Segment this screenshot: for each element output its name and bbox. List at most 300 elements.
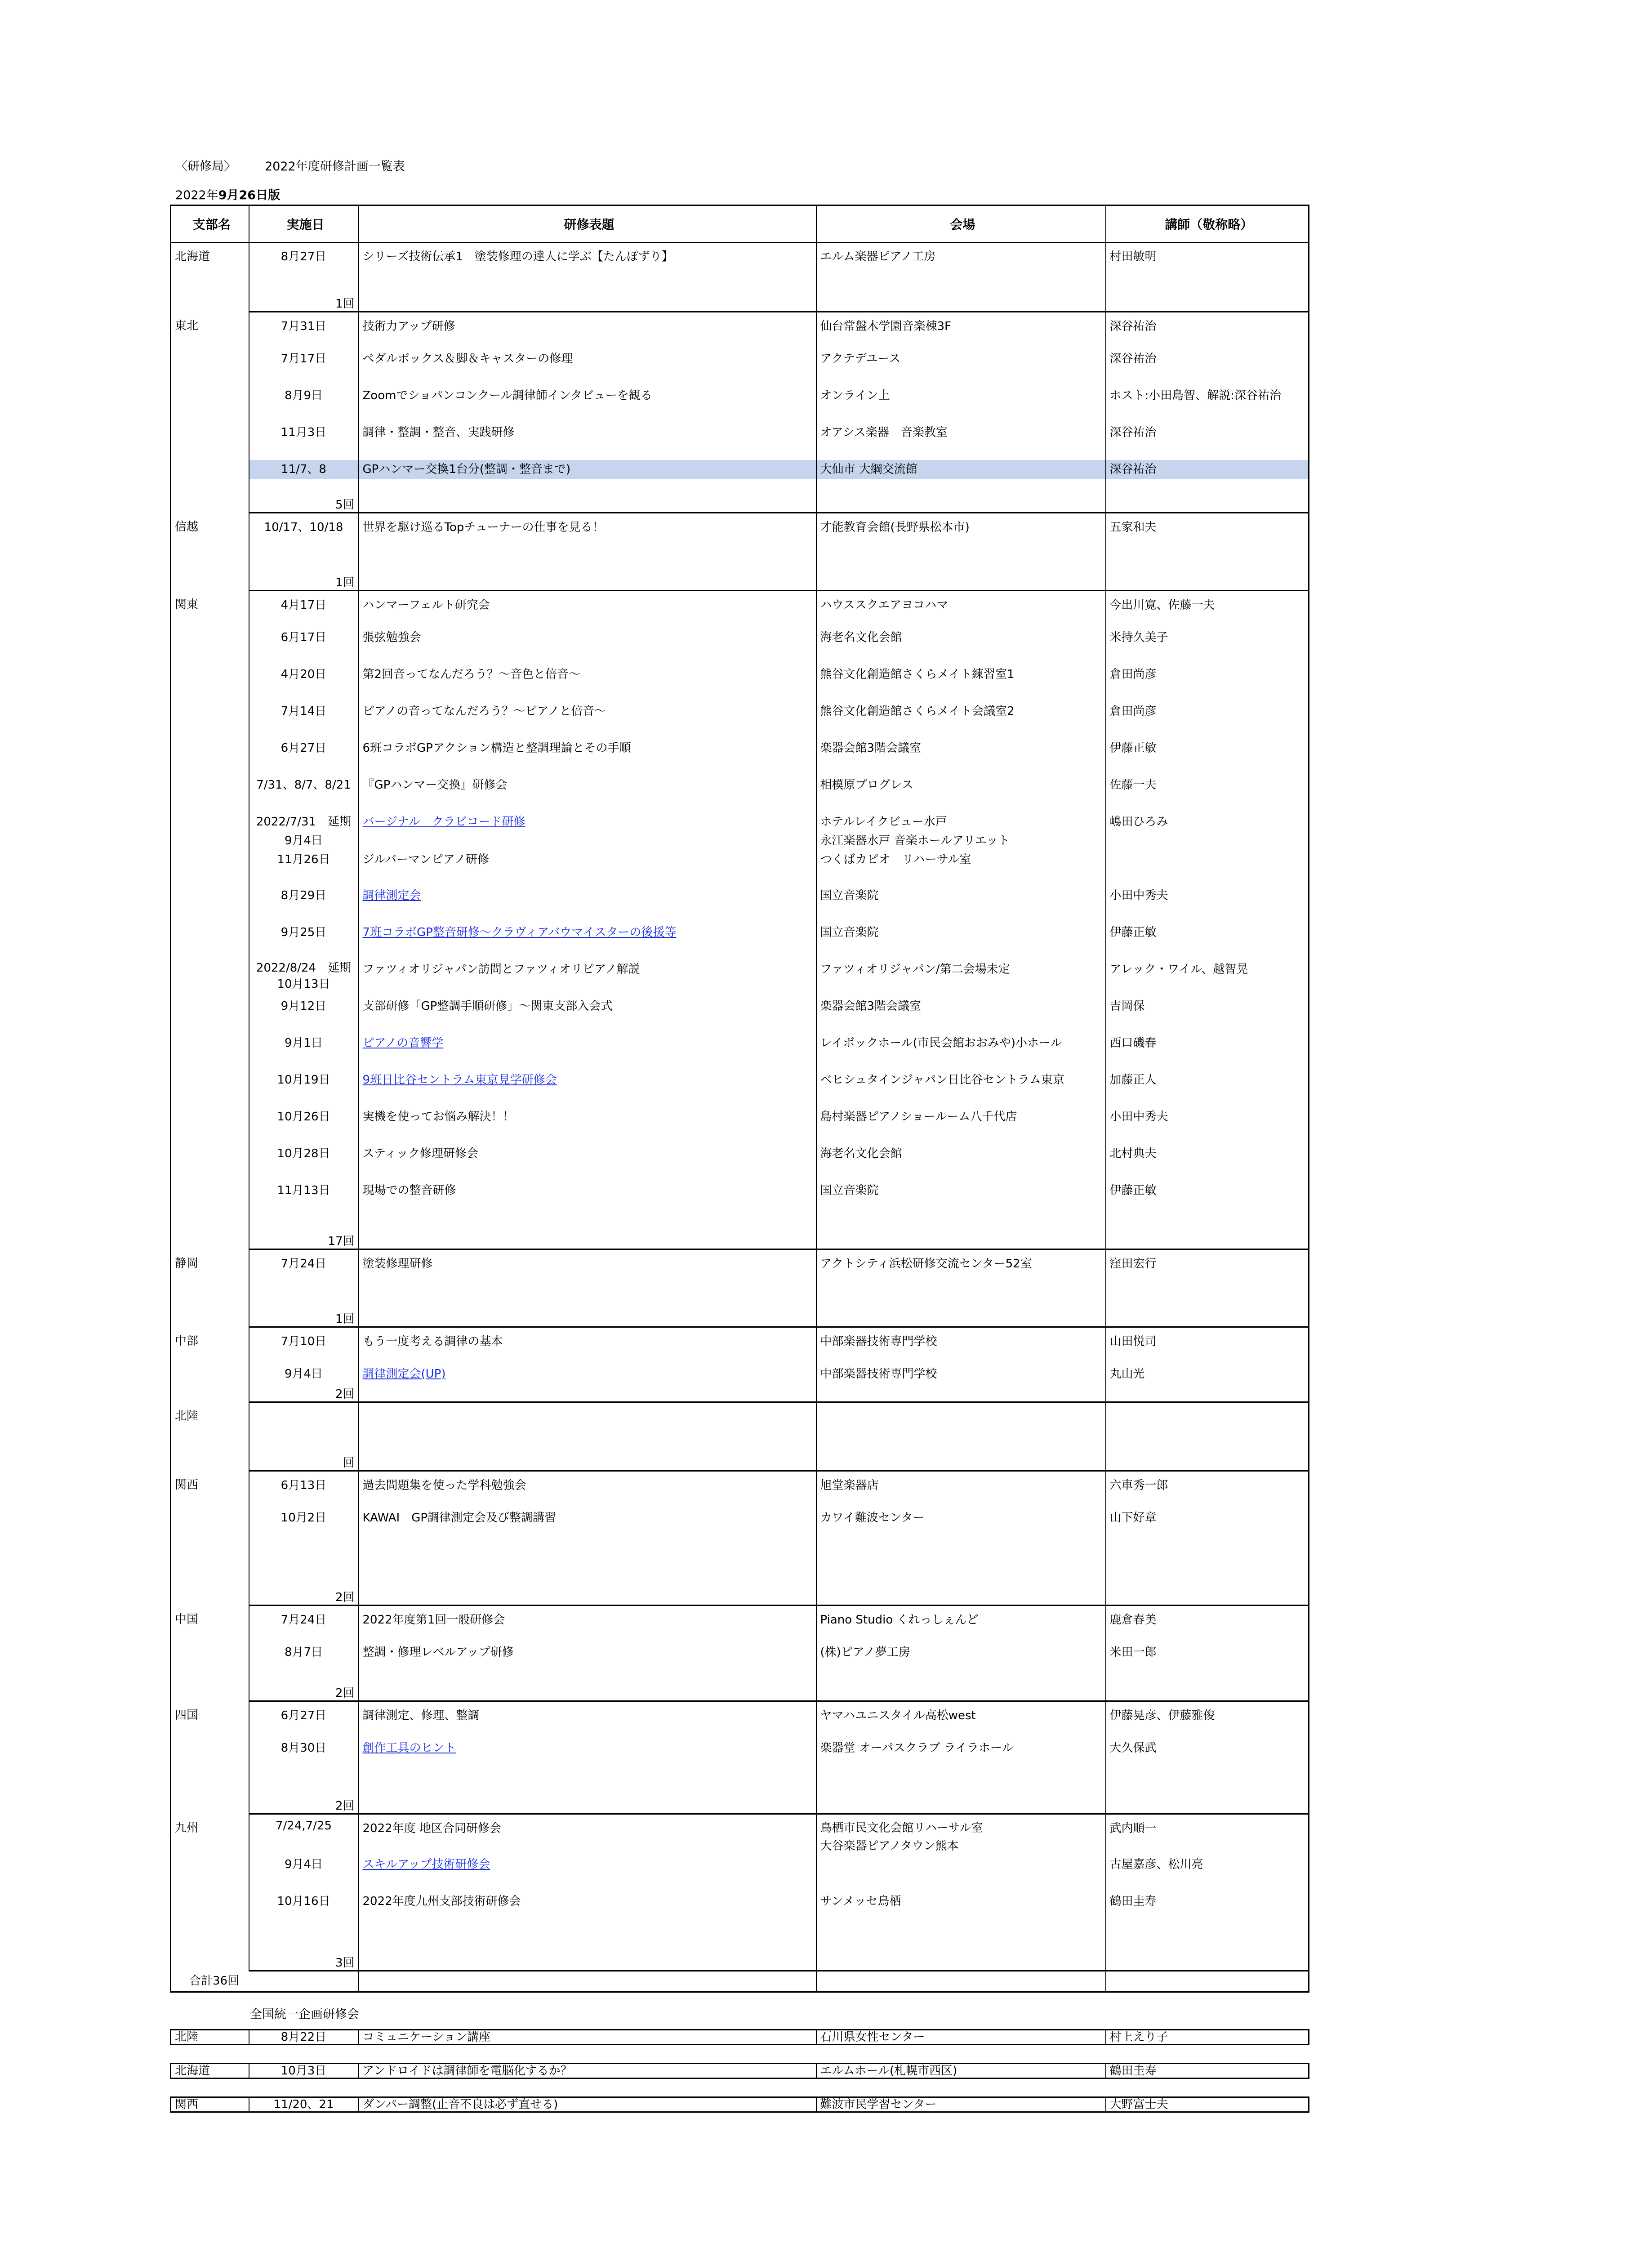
lecturer-cell: 大野富士夫	[1106, 2097, 1309, 2112]
topic-cell: 現場での整音研修	[359, 1181, 816, 1218]
topic-cell	[359, 1739, 816, 1775]
topic-cell: 調律・整調・整音、実践研修	[359, 423, 816, 460]
empty-cell	[816, 1929, 1106, 1971]
lecturer-cell: 六車秀一郎	[1106, 1471, 1309, 1509]
empty-cell	[816, 479, 1106, 513]
table-row	[171, 812, 1309, 886]
topic-cell	[359, 1034, 816, 1070]
col-topic: 研修表題	[359, 205, 816, 243]
table-row	[171, 349, 1309, 386]
table-row	[171, 1580, 1309, 1606]
venue-cell: ヤマハユニスタイル高松west	[816, 1701, 1106, 1739]
date-cell: 11/7、8	[249, 460, 359, 479]
branch-cell: 関西	[171, 1471, 249, 1606]
venue-text: つくばカピオ リハーサル室	[820, 853, 971, 866]
topic-cell: ペダルボックス＆脚＆キャスターの修理	[359, 349, 816, 386]
date-cell: 11月13日	[249, 1181, 359, 1218]
lecturer-cell: 武内順一	[1106, 1814, 1309, 1855]
count-cell: 2回	[249, 1580, 359, 1606]
edition-year: 2022年	[175, 188, 218, 202]
venue-cell: 才能教育会館(長野県松本市)	[816, 513, 1106, 555]
topic-cell: スティック修理研修会	[359, 1144, 816, 1181]
date-cell: 6月17日	[249, 628, 359, 665]
venue-cell	[816, 1402, 1106, 1453]
empty-cell	[816, 284, 1106, 312]
empty-cell	[816, 1580, 1106, 1606]
count-cell: 3回	[249, 1929, 359, 1971]
topic-cell	[359, 1402, 816, 1453]
date-cell	[249, 1402, 359, 1453]
date-cell: 7/31、8/7、8/21	[249, 776, 359, 812]
topic-cell: ピアノの音ってなんだろう？～ピアノと倍音～	[359, 702, 816, 739]
topic-link[interactable]: 調律測定会(UP)	[362, 1367, 446, 1381]
lecturer-cell: 北村典夫	[1106, 1144, 1309, 1181]
date-cell: 9月25日	[249, 923, 359, 960]
venue-cell: 楽器会館3階会議室	[816, 739, 1106, 776]
topic-cell: 『GPハンマー交換』研修会	[359, 776, 816, 812]
venue-cell: 熊谷文化創造館さくらメイト会議室2	[816, 702, 1106, 739]
topic-cell: 6班コラボGPアクション構造と整調理論とその手順	[359, 739, 816, 776]
table-row	[171, 591, 1309, 629]
venue-cell: 大仙市 大綱交流館	[816, 460, 1106, 479]
lecturer-cell: 大久保武	[1106, 1739, 1309, 1775]
topic-cell: 整調・修理レベルアップ研修	[359, 1643, 816, 1680]
empty-cell	[1106, 1383, 1309, 1402]
lecturer-cell: アレック・ワイル、越智晃	[1106, 960, 1309, 997]
joint-section-title: 全国統一企画研修会	[250, 2007, 359, 2021]
branch-cell: 信越	[171, 513, 249, 591]
topic-cell: 2022年度九州支部技術研修会	[359, 1892, 816, 1929]
table-row	[171, 1471, 1309, 1509]
count-cell: 1回	[249, 555, 359, 591]
empty-cell	[359, 1929, 816, 1971]
lecturer-cell: 倉田尚彦	[1106, 665, 1309, 702]
table-row	[171, 284, 1309, 312]
topic-cell: アンドロイドは調律師を電脳化するか？	[359, 2064, 816, 2079]
count-cell: 2回	[249, 1383, 359, 1402]
table-row	[171, 1855, 1309, 1892]
venue-cell	[816, 1855, 1106, 1892]
table-row	[171, 2030, 1309, 2045]
venue-text: ホテルレイクビュー水戸	[820, 815, 947, 829]
table-row	[171, 1402, 1309, 1453]
empty-cell	[359, 1218, 816, 1249]
venue-cell: ハウススクエアヨコハマ	[816, 591, 1106, 629]
venue-cell	[816, 1814, 1106, 1855]
empty-cell	[816, 1680, 1106, 1701]
empty-cell	[359, 1680, 816, 1701]
venue-cell: 石川県女性センター	[816, 2030, 1106, 2045]
topic-cell: ハンマーフェルト研究会	[359, 591, 816, 629]
topic-cell: 実機を使ってお悩み解決！！	[359, 1107, 816, 1144]
venue-cell: 国立音楽院	[816, 886, 1106, 923]
table-row	[171, 1606, 1309, 1643]
venue-cell: アクテデユース	[816, 349, 1106, 386]
venue-cell: 海老名文化会館	[816, 1144, 1106, 1181]
venue-cell: 楽器会館3階会議室	[816, 997, 1106, 1034]
topic-text: ジルバーマンピアノ研修	[362, 853, 489, 866]
table-row	[171, 1327, 1309, 1365]
table-row	[171, 242, 1309, 284]
lecturer-cell: 深谷祐治	[1106, 312, 1309, 350]
empty-cell	[816, 555, 1106, 591]
total-row	[171, 1971, 1309, 1992]
lecturer-cell: 山田悦司	[1106, 1327, 1309, 1365]
topic-cell: 張弦勉強会	[359, 628, 816, 665]
lecturer-cell: 佐藤一夫	[1106, 776, 1309, 812]
topic-cell: 調律測定、修理、整調	[359, 1701, 816, 1739]
empty-cell	[359, 1775, 816, 1814]
lecturer-cell: 村田敏明	[1106, 242, 1309, 284]
date-cell: 7月24日	[249, 1249, 359, 1292]
date-cell: 6月27日	[249, 1701, 359, 1739]
date-cell: 9月4日	[249, 1855, 359, 1892]
table-row-highlighted	[171, 460, 1309, 479]
date-cell: 10月28日	[249, 1144, 359, 1181]
table-row	[171, 423, 1309, 460]
date-postponed: 2022/7/31 延期	[256, 815, 352, 829]
table-row	[171, 513, 1309, 555]
date-cell: 11月3日	[249, 423, 359, 460]
table-row	[171, 665, 1309, 702]
lecturer-cell: 今出川寛、佐藤一夫	[1106, 591, 1309, 629]
table-row	[171, 886, 1309, 923]
venue-cell: 島村楽器ピアノショールーム八千代店	[816, 1107, 1106, 1144]
table-row	[171, 997, 1309, 1034]
date-cell: 10月2日	[249, 1508, 359, 1580]
count-cell: 回	[249, 1452, 359, 1471]
topic-cell	[359, 886, 816, 923]
edition-date: 9月26日版	[218, 188, 281, 202]
venue-text: 永江楽器水戸 音楽ホールアリエット	[820, 834, 1010, 847]
date-cell: 6月13日	[249, 1471, 359, 1509]
date-cell: 9月4日	[249, 1365, 359, 1383]
venue-cell: 国立音楽院	[816, 923, 1106, 960]
date-cell	[249, 812, 359, 886]
topic-link[interactable]: ピアノの音響学	[362, 1036, 444, 1050]
topic-link[interactable]: スキルアップ技術研修会	[362, 1858, 490, 1871]
venue-cell: (株)ピアノ夢工房	[816, 1643, 1106, 1680]
lecturer-cell: 鹿倉春美	[1106, 1606, 1309, 1643]
table-row	[171, 1701, 1309, 1739]
topic-cell: KAWAI GP調律測定会及び整調講習	[359, 1508, 816, 1580]
date-cell: 10月16日	[249, 1892, 359, 1929]
venue-cell: アクトシティ浜松研修交流センター52室	[816, 1249, 1106, 1292]
empty-cell	[1106, 555, 1309, 591]
table-row	[171, 2097, 1309, 2112]
empty-cell	[1106, 1680, 1309, 1701]
empty-cell	[1106, 479, 1309, 513]
count-cell: 1回	[249, 1291, 359, 1327]
empty-cell	[359, 555, 816, 591]
col-venue: 会場	[816, 205, 1106, 243]
table-row	[171, 1929, 1309, 1971]
lecturer-cell: 加藤正人	[1106, 1070, 1309, 1107]
table-row	[171, 923, 1309, 960]
date-cell: 10月3日	[249, 2064, 359, 2079]
table-row	[171, 555, 1309, 591]
topic-cell: 第2回音ってなんだろう？～音色と倍音～	[359, 665, 816, 702]
venue-text: 鳥栖市民文化会館リハーサル室	[820, 1821, 983, 1835]
empty-cell	[1106, 1775, 1309, 1814]
venue-cell: 仙台常盤木学園音楽棟3F	[816, 312, 1106, 350]
venue-cell: ベヒシュタインジャパン日比谷セントラム東京	[816, 1070, 1106, 1107]
empty-cell	[816, 1971, 1106, 1992]
topic-cell: コミュニケーション講座	[359, 2030, 816, 2045]
date-cell: 8月30日	[249, 1739, 359, 1775]
lecturer-cell: 深谷祐治	[1106, 423, 1309, 460]
lecturer-cell: 村上えり子	[1106, 2030, 1309, 2045]
edition-line	[175, 185, 280, 203]
topic-cell	[359, 1365, 816, 1383]
empty-cell	[816, 1218, 1106, 1249]
table-row	[171, 1218, 1309, 1249]
table-row	[171, 312, 1309, 350]
venue-cell: オアシス楽器 音楽教室	[816, 423, 1106, 460]
date-postponed: 2022/8/24 延期	[256, 961, 352, 975]
table-row	[171, 702, 1309, 739]
empty-cell	[1106, 1580, 1309, 1606]
count-cell: 2回	[249, 1680, 359, 1701]
table-row	[171, 479, 1309, 513]
table-row	[171, 1452, 1309, 1471]
table-row	[171, 739, 1309, 776]
lecturer-cell	[1106, 1402, 1309, 1453]
date-cell: 10/17、10/18	[249, 513, 359, 555]
table-row	[171, 1814, 1309, 1855]
branch-cell: 九州	[171, 1814, 249, 1971]
table-row	[171, 776, 1309, 812]
table-row	[171, 1291, 1309, 1327]
table-row	[171, 1892, 1309, 1929]
table-row	[171, 1508, 1309, 1580]
table-row	[171, 1739, 1309, 1775]
lecturer-cell: 五家和夫	[1106, 513, 1309, 555]
venue-cell: 楽器堂 オーパスクラブ ライラホール	[816, 1739, 1106, 1775]
topic-cell	[359, 1070, 816, 1107]
col-branch: 支部名	[171, 205, 249, 243]
joint-table-2	[170, 2063, 1309, 2079]
date-cell: 8月7日	[249, 1643, 359, 1680]
branch-cell: 北陸	[171, 2030, 249, 2045]
date-cell: 4月17日	[249, 591, 359, 629]
venue-cell: レイボックホール(市民会館おおみや)小ホール	[816, 1034, 1106, 1070]
venue-cell: 難波市民学習センター	[816, 2097, 1106, 2112]
lecturer-cell: 嶋田ひろみ	[1106, 812, 1309, 886]
count-cell: 2回	[249, 1775, 359, 1814]
date-cell: 7月24日	[249, 1606, 359, 1643]
empty-cell	[1106, 1218, 1309, 1249]
lecturer-cell: 伊藤正敏	[1106, 1181, 1309, 1218]
joint-table-3	[170, 2096, 1309, 2113]
venue-cell: 中部楽器技術専門学校	[816, 1365, 1106, 1383]
lecturer-cell: 米持久美子	[1106, 628, 1309, 665]
venue-cell: エルム楽器ピアノ工房	[816, 242, 1106, 284]
topic-cell: 2022年度 地区合同研修会	[359, 1814, 816, 1855]
topic-cell	[359, 812, 816, 886]
empty-cell	[816, 1775, 1106, 1814]
date-cell: 7/24,7/25	[249, 1814, 359, 1855]
topic-cell: GPハンマー交換1台分(整調・整音まで)	[359, 460, 816, 479]
topic-link[interactable]: 調律測定会	[362, 889, 421, 902]
date-cell: 8月22日	[249, 2030, 359, 2045]
lecturer-cell: 小田中秀夫	[1106, 1107, 1309, 1144]
table-row	[171, 2064, 1309, 2079]
empty-cell	[359, 284, 816, 312]
count-cell: 5回	[249, 479, 359, 513]
document-heading	[175, 156, 405, 174]
empty-cell	[359, 1580, 816, 1606]
topic-cell: ファツィオリジャパン訪問とファツィオリピアノ解説	[359, 960, 816, 997]
branch-cell: 関東	[171, 591, 249, 1249]
empty-cell	[1106, 1929, 1309, 1971]
date-cell: 8月29日	[249, 886, 359, 923]
empty-cell	[1106, 1291, 1309, 1327]
venue-cell: 熊谷文化創造館さくらメイト練習室1	[816, 665, 1106, 702]
date-cell: 4月20日	[249, 665, 359, 702]
topic-cell: Zoomでショパンコンクール調律師インタビューを観る	[359, 386, 816, 423]
lecturer-cell: 山下好章	[1106, 1508, 1309, 1580]
topic-cell: もう一度考える調律の基本	[359, 1327, 816, 1365]
lecturer-cell: 鶴田圭寿	[1106, 2064, 1309, 2079]
topic-link[interactable]: 7班コラボGP整音研修～クラヴィアバウマイスターの後援等	[362, 926, 677, 939]
branch-cell: 関西	[171, 2097, 249, 2112]
branch-cell: 北陸	[171, 1402, 249, 1471]
count-cell: 17回	[249, 1218, 359, 1249]
lecturer-cell: ホスト:小田島智、解説:深谷祐治	[1106, 386, 1309, 423]
table-row	[171, 386, 1309, 423]
topic-cell: 塗装修理研修	[359, 1249, 816, 1292]
table-row	[171, 960, 1309, 997]
venue-cell: 海老名文化会館	[816, 628, 1106, 665]
date-cell: 10月19日	[249, 1070, 359, 1107]
lecturer-cell: 倉田尚彦	[1106, 702, 1309, 739]
venue-cell: ファツィオリジャパン/第二会場未定	[816, 960, 1106, 997]
topic-cell	[359, 923, 816, 960]
branch-cell: 北海道	[171, 242, 249, 312]
lecturer-cell: 吉岡保	[1106, 997, 1309, 1034]
lecturer-cell: 西口磯春	[1106, 1034, 1309, 1070]
date-cell: 8月9日	[249, 386, 359, 423]
lecturer-cell: 米田一郎	[1106, 1643, 1309, 1680]
topic-link[interactable]: 創作工具のヒント	[362, 1741, 456, 1755]
venue-cell: サンメッセ鳥栖	[816, 1892, 1106, 1929]
document-title: 2022年度研修計画一覧表	[265, 160, 405, 174]
empty-cell	[1106, 284, 1309, 312]
lecturer-cell: 窪田宏行	[1106, 1249, 1309, 1292]
date-cell: 10月26日	[249, 1107, 359, 1144]
branch-cell: 中国	[171, 1606, 249, 1701]
lecturer-cell: 深谷祐治	[1106, 460, 1309, 479]
branch-cell: 四国	[171, 1701, 249, 1814]
topic-cell: 過去問題集を使った学科勉強会	[359, 1471, 816, 1509]
total-cell: 合計36回	[171, 1971, 359, 1992]
joint-table-1	[170, 2029, 1309, 2045]
venue-cell: 国立音楽院	[816, 1181, 1106, 1218]
topic-link[interactable]: バージナル クラビコード研修	[362, 815, 525, 829]
empty-cell	[359, 1971, 816, 1992]
empty-cell	[359, 479, 816, 513]
empty-cell	[816, 1291, 1106, 1327]
col-lecturer: 講師（敬称略）	[1106, 205, 1309, 243]
date-cell: 9月12日	[249, 997, 359, 1034]
date-rescheduled: 10月13日	[277, 977, 330, 991]
lecturer-cell: 小田中秀夫	[1106, 886, 1309, 923]
date-cell	[249, 960, 359, 997]
table-row	[171, 1070, 1309, 1107]
date-cell: 7月14日	[249, 702, 359, 739]
training-plan-table	[170, 205, 1309, 1993]
lecturer-cell: 伊藤正敏	[1106, 739, 1309, 776]
topic-link[interactable]: 9班日比谷セントラム東京見学研修会	[362, 1073, 557, 1087]
venue-cell: Piano Studio くれっしぇんど	[816, 1606, 1106, 1643]
topic-cell: 世界を駆け巡るTopチューナーの仕事を見る！	[359, 513, 816, 555]
branch-cell: 中部	[171, 1327, 249, 1402]
branch-cell: 静岡	[171, 1249, 249, 1327]
table-row	[171, 1680, 1309, 1701]
venue-cell: 旭堂楽器店	[816, 1471, 1106, 1509]
empty-cell	[359, 1291, 816, 1327]
table-row	[171, 1144, 1309, 1181]
venue-cell: 中部楽器技術専門学校	[816, 1327, 1106, 1365]
empty-cell	[1106, 1452, 1309, 1471]
lecturer-cell: 古屋嘉彦、松川亮	[1106, 1855, 1309, 1892]
table-row	[171, 628, 1309, 665]
venue-cell: カワイ難波センター	[816, 1508, 1106, 1580]
date-cell: 11/20、21	[249, 2097, 359, 2112]
topic-cell: 支部研修「GP整調手順研修」～関東支部入会式	[359, 997, 816, 1034]
venue-cell: エルムホール(札幌市西区)	[816, 2064, 1106, 2079]
table-row	[171, 1365, 1309, 1383]
date-rescheduled: 9月4日	[284, 834, 323, 847]
lecturer-cell: 伊藤晃彦、伊藤雅俊	[1106, 1701, 1309, 1739]
table-row	[171, 1249, 1309, 1292]
lecturer-cell: 鶴田圭寿	[1106, 1892, 1309, 1929]
table-row	[171, 1775, 1309, 1814]
date-cell: 7月31日	[249, 312, 359, 350]
lecturer-cell: 深谷祐治	[1106, 349, 1309, 386]
count-cell: 1回	[249, 284, 359, 312]
department-label: 〈研修局〉	[175, 160, 236, 174]
empty-cell	[1106, 1971, 1309, 1992]
venue-cell	[816, 812, 1106, 886]
venue-cell: 相模原プログレス	[816, 776, 1106, 812]
table-row	[171, 1383, 1309, 1402]
topic-cell: シリーズ技術伝承1 塗装修理の達人に学ぶ【たんぽずり】	[359, 242, 816, 284]
empty-cell	[359, 1383, 816, 1402]
lecturer-cell: 丸山光	[1106, 1365, 1309, 1383]
branch-cell: 東北	[171, 312, 249, 513]
date-cell: 7月10日	[249, 1327, 359, 1365]
topic-cell	[359, 1855, 816, 1892]
empty-cell	[816, 1452, 1106, 1471]
topic-cell: 技術力アップ研修	[359, 312, 816, 350]
empty-cell	[359, 1452, 816, 1471]
branch-cell: 北海道	[171, 2064, 249, 2079]
table-row	[171, 1107, 1309, 1144]
table-header-row	[171, 205, 1309, 243]
empty-cell	[816, 1383, 1106, 1402]
date-cell: 8月27日	[249, 242, 359, 284]
table-row	[171, 1643, 1309, 1680]
date-cell: 6月27日	[249, 739, 359, 776]
venue-cell: オンライン上	[816, 386, 1106, 423]
table-row	[171, 1034, 1309, 1070]
date-extra: 11月26日	[277, 853, 330, 866]
table-row	[171, 1181, 1309, 1218]
date-cell: 9月1日	[249, 1034, 359, 1070]
col-date: 実施日	[249, 205, 359, 243]
